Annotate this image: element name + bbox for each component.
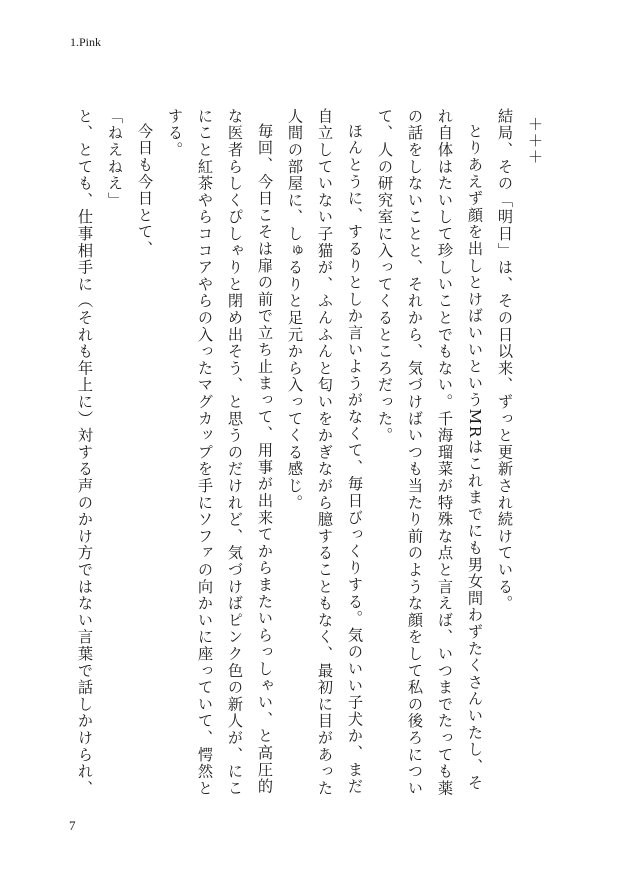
dialogue-line: 「ねえねえ」 bbox=[106, 108, 124, 209]
paragraph: 結局、その「明日」は、その日以来、ずっと更新され続けている。 bbox=[496, 108, 514, 612]
running-header: 1.Pink bbox=[70, 35, 102, 49]
page-number: 7 bbox=[69, 818, 76, 833]
body-text bbox=[60, 108, 550, 808]
paragraph: 今日も今日とて、 bbox=[136, 123, 154, 258]
paragraph: と、とても、仕事相手に（それも年上に）対する声のかけ方ではない言葉で話しかけられ、 bbox=[76, 108, 94, 797]
paragraph: 毎回、今日こそは扉の前で立ち止まって、用事が出来てからまたいらっしゃい、と高圧的な医者らしくぴしゃりと閉め出そう、と思うのだけれど、気づけばピンク色の新人が、にこにこと紅茶やらココアやらの入ったマグカップを手にソファの向かいに座っていて、愕然とする。 bbox=[166, 108, 274, 797]
paragraph: ほんとうに、するりとしか言いようがなくて、毎日びっくりする。気のいい子犬か、まだ自立していない子猫が、ふんふんと匂いをかぎながら臆することもなく、最初に目があった人間の部屋に、しゅるりと足元から入ってくる感じ。 bbox=[286, 108, 364, 797]
section-break-ornament: ＋＋＋ bbox=[526, 116, 544, 166]
paragraph: とりあえず顔を出しとけばいいというMRはこれまでにも男女問わずたくさんいたし、それ自体はたいして珍しいことでもない。千海瑠菜が特殊な点と言えば、いつまでたっても薬の話をしないことと、それから、気づけばいつも当たり前のような顔をして私の後ろについて、人の研究室に入ってくるところだった。 bbox=[376, 108, 484, 797]
